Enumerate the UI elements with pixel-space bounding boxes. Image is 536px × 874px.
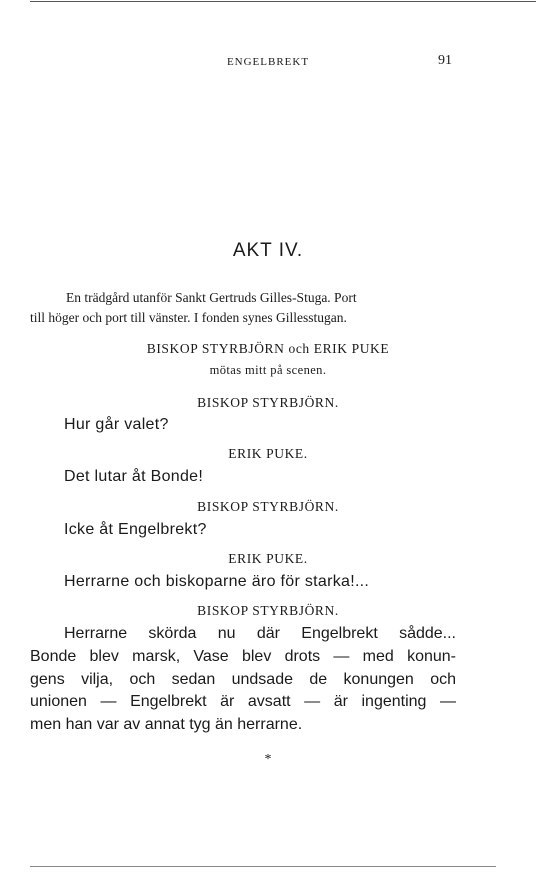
speaker-name: ERIK PUKE. <box>228 551 308 566</box>
page-number: 91 <box>438 53 452 68</box>
speaker-name: BISKOP STYRBJÖRN. <box>197 499 339 514</box>
dialogue-line: Herrarne och biskoparne äro för starka!... <box>64 573 370 590</box>
dialogue-line: Det lutar åt Bonde! <box>64 468 204 485</box>
stage-direction <box>30 288 456 328</box>
act-title: AKT IV. <box>232 240 304 261</box>
speaker-name: BISKOP STYRBJÖRN. <box>197 603 339 618</box>
final-speech-line: gens vilja, och sedan undsade de konungen och <box>30 670 456 688</box>
speaker-name: ERIK PUKE. <box>228 446 308 461</box>
bottom-rule <box>30 866 496 867</box>
section-ornament: * <box>264 752 272 767</box>
entrance-characters: BISKOP STYRBJÖRN och ERIK PUKE <box>146 341 390 356</box>
speaker-name: BISKOP STYRBJÖRN. <box>197 395 339 410</box>
final-speech-line: men han var av annat tyg än herrarne. <box>30 716 303 734</box>
stage-direction-line-2: till höger och port till vänster. I fonden synes Gillesstugan. <box>30 310 347 325</box>
running-head: ENGELBREKT <box>226 56 310 68</box>
top-rule <box>30 1 536 2</box>
final-speech-line: unionen — Engelbrekt är avsatt — är ingenting — <box>30 693 456 711</box>
final-speech <box>30 623 456 737</box>
entrance-direction: mötas mitt på scenen. <box>209 363 327 377</box>
stage-direction-line-1: En trädgård utanför Sankt Gertruds Gilles-Stuga. Port <box>66 290 357 305</box>
final-speech-line: Bonde blev marsk, Vase blev drots — med konun- <box>30 647 456 665</box>
dialogue-line: Icke åt Engelbrekt? <box>64 521 207 538</box>
final-speech-line: Herrarne skörda nu där Engelbrekt sådde... <box>64 625 456 642</box>
dialogue-line: Hur går valet? <box>64 416 169 433</box>
